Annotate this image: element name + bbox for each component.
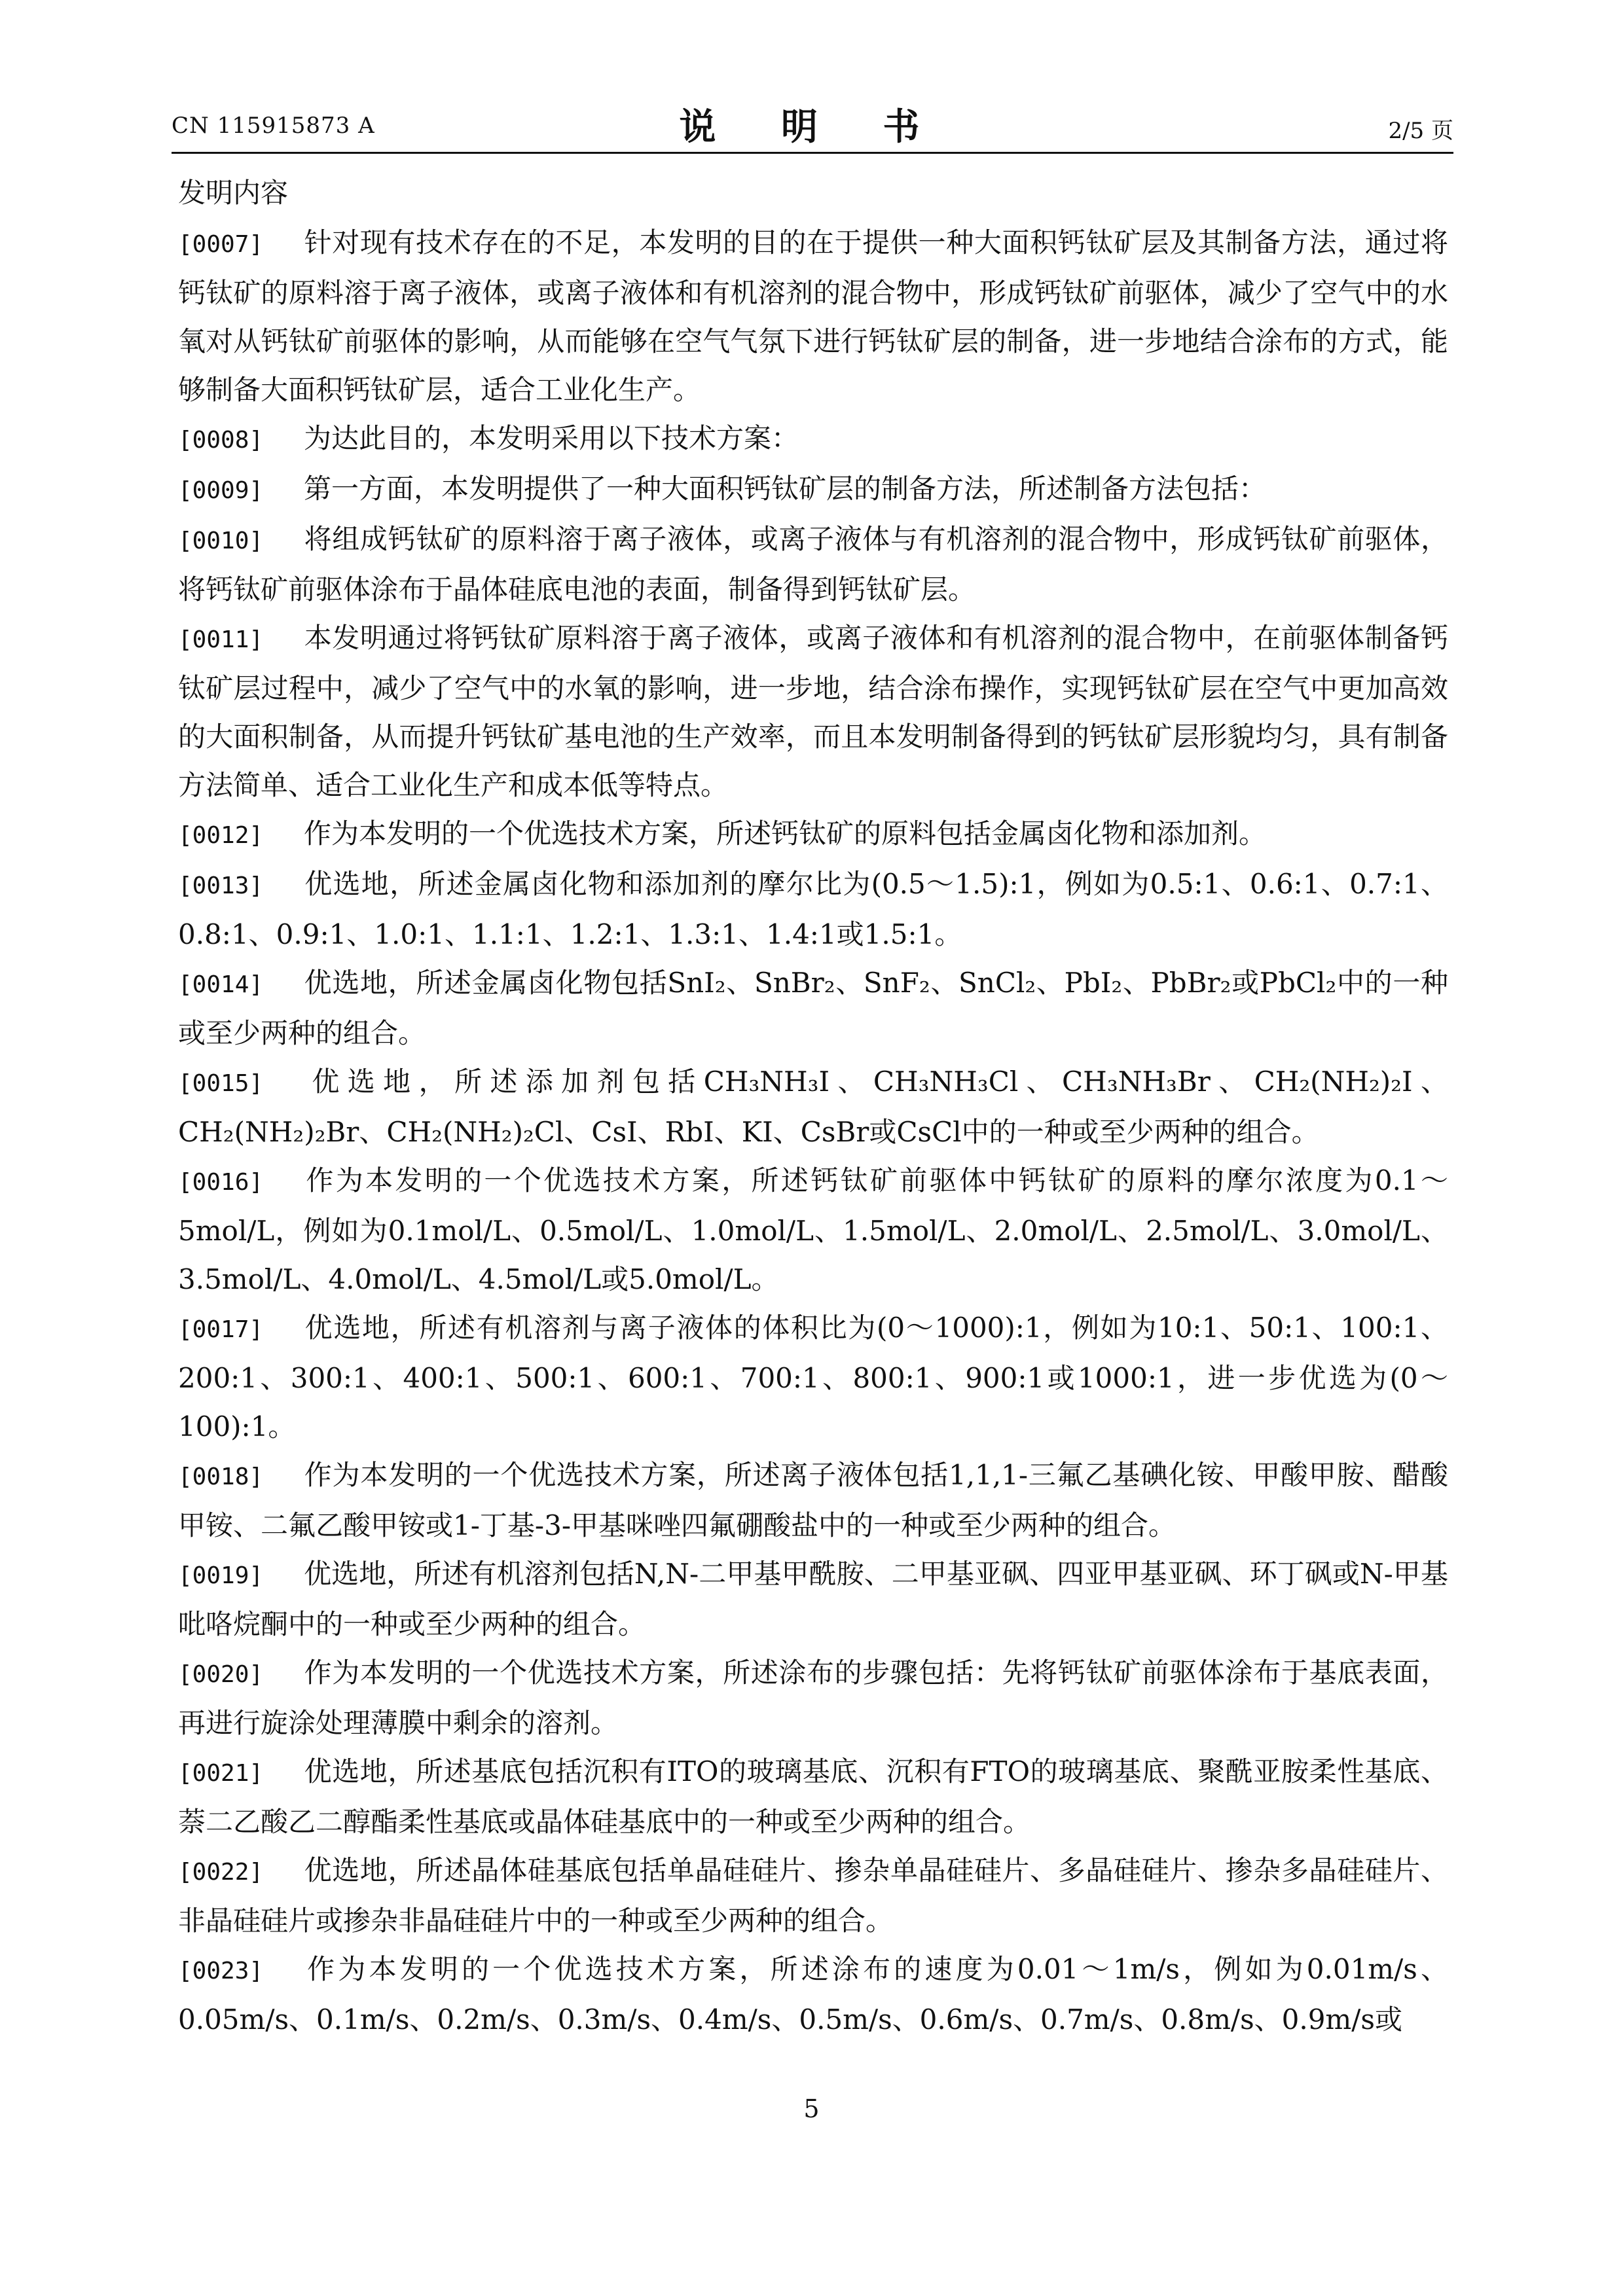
paragraph-number: [0013] <box>178 872 264 899</box>
paragraph-text: 优选地，所述有机溶剂与离子液体的体积比为(0～1000):1，例如为10:1、50:1、100:1、200:1、300:1、400:1、500:1、600:1、700:1、800:1、900:1或1000:1，进一步优选为(0～100):1。 <box>178 1312 1448 1443</box>
paragraph <box>178 614 1448 810</box>
paragraph-number: [0010] <box>178 528 264 554</box>
paragraph-text: 作为本发明的一个优选技术方案，所述钙钛矿的原料包括金属卤化物和添加剂。 <box>304 817 1267 850</box>
paragraph <box>178 1748 1448 1846</box>
paragraph-number: [0007] <box>178 231 264 258</box>
paragraph-number: [0020] <box>178 1661 264 1688</box>
paragraph-text: 优选地，所述基底包括沉积有ITO的玻璃基底、沉积有FTO的玻璃基底、聚酰亚胺柔性基底、萘二乙酸乙二醇酯柔性基底或晶体硅基底中的一种或至少两种的组合。 <box>178 1755 1448 1838</box>
paragraph-number: [0022] <box>178 1859 264 1886</box>
paragraph-number: [0015] <box>178 1070 264 1097</box>
paragraph-text: 本发明通过将钙钛矿原料溶于离子液体，或离子液体和有机溶剂的混合物中，在前驱体制备钙钛矿层过程中，减少了空气中的水氧的影响，进一步地，结合涂布操作，实现钙钛矿层在空气中更加高效的大面积制备，从而提升钙钛矿基电池的生产效率，而且本发明制备得到的钙钛矿层形貌均匀，具有制备方法简单、适合工业化生产和成本低等特点。 <box>178 622 1448 801</box>
paragraph-number: [0011] <box>178 626 264 653</box>
paragraph <box>178 1846 1448 1945</box>
paragraph-text: 优选地，所述添加剂包括CH₃NH₃I、CH₃NH₃Cl、CH₃NH₃Br、CH₂(NH₂)₂I、CH₂(NH₂)₂Br、CH₂(NH₂)₂Cl、CsI、RbI、KI、CsBr或CsCl中的一种或至少两种的组合。 <box>178 1066 1448 1148</box>
paragraph <box>178 1058 1448 1157</box>
page-header <box>172 98 1453 151</box>
paragraph <box>178 1945 1448 2044</box>
paragraph-number: [0016] <box>178 1169 264 1196</box>
paragraph <box>178 1304 1448 1451</box>
paragraph-text: 将组成钙钛矿的原料溶于离子液体，或离子液体与有机溶剂的混合物中，形成钙钛矿前驱体，将钙钛矿前驱体涂布于晶体硅底电池的表面，制备得到钙钛矿层。 <box>178 523 1448 605</box>
paragraph <box>178 1550 1448 1649</box>
paragraph <box>178 465 1448 515</box>
paragraph-list <box>178 219 1448 2044</box>
paragraph-text: 作为本发明的一个优选技术方案，所述钙钛矿前驱体中钙钛矿的原料的摩尔浓度为0.1～5mol/L，例如为0.1mol/L、0.5mol/L、1.0mol/L、1.5mol/L、2.0mol/L、2.5mol/L、3.0mol/L、3.5mol/L、4.0mol/L、4.5mol/L或5.0mol/L。 <box>178 1164 1448 1295</box>
paragraph <box>178 860 1448 959</box>
section-title: 发明内容 <box>178 177 289 209</box>
paragraph-number: [0018] <box>178 1463 264 1490</box>
paragraph-number: [0012] <box>178 822 264 849</box>
paragraph <box>178 1649 1448 1748</box>
paragraph <box>178 1157 1448 1304</box>
paragraph-text: 第一方面，本发明提供了一种大面积钙钛矿层的制备方法，所述制备方法包括： <box>304 473 1267 505</box>
paragraph-text: 为达此目的，本发明采用以下技术方案： <box>304 422 799 454</box>
paragraph-text: 作为本发明的一个优选技术方案，所述离子液体包括1,1,1-三氟乙基碘化铵、甲酸甲胺、醋酸甲铵、二氟乙酸甲铵或1-丁基-3-甲基咪唑四氟硼酸盐中的一种或至少两种的组合。 <box>178 1459 1448 1541</box>
paragraph-text: 作为本发明的一个优选技术方案，所述涂布的速度为0.01～1m/s，例如为0.01m/s、0.05m/s、0.1m/s、0.2m/s、0.3m/s、0.4m/s、0.5m/s、0.6m/s、0.7m/s、0.8m/s、0.9m/s或 <box>178 1953 1448 2036</box>
page-info: 2/5 页 <box>1388 118 1453 144</box>
paragraph <box>178 959 1448 1058</box>
paragraph-text: 优选地，所述有机溶剂包括N,N-二甲基甲酰胺、二甲基亚砜、四亚甲基亚砜、环丁砜或N-甲基吡咯烷酮中的一种或至少两种的组合。 <box>178 1558 1448 1640</box>
paragraph-number: [0019] <box>178 1562 264 1589</box>
paragraph-text: 优选地，所述金属卤化物和添加剂的摩尔比为(0.5～1.5):1，例如为0.5:1、0.6:1、0.7:1、0.8:1、0.9:1、1.0:1、1.1:1、1.2:1、1.3:1、1.4:1或1.5:1。 <box>178 868 1448 950</box>
paragraph <box>178 515 1448 614</box>
paragraph-text: 针对现有技术存在的不足，本发明的目的在于提供一种大面积钙钛矿层及其制备方法，通过将钙钛矿的原料溶于离子液体，或离子液体和有机溶剂的混合物中，形成钙钛矿前驱体，减少了空气中的水氧对从钙钛矿前驱体的影响，从而能够在空气气氛下进行钙钛矿层的制备，进一步地结合涂布的方式，能够制备大面积钙钛矿层，适合工业化生产。 <box>178 226 1448 406</box>
paragraph-text: 优选地，所述晶体硅基底包括单晶硅硅片、掺杂单晶硅硅片、多晶硅硅片、掺杂多晶硅硅片、非晶硅硅片或掺杂非晶硅硅片中的一种或至少两种的组合。 <box>178 1854 1448 1937</box>
document-title: 说 明 书 <box>679 105 946 149</box>
paragraph-number: [0023] <box>178 1958 264 1984</box>
page-number: 5 <box>803 2094 820 2123</box>
paragraph-number: [0009] <box>178 477 264 504</box>
paragraph <box>178 219 1448 414</box>
paragraph-number: [0014] <box>178 971 264 998</box>
paragraph <box>178 414 1448 465</box>
paragraph-text: 优选地，所述金属卤化物包括SnI₂、SnBr₂、SnF₂、SnCl₂、PbI₂、PbBr₂或PbCl₂中的一种或至少两种的组合。 <box>178 967 1448 1049</box>
paragraph-number: [0017] <box>178 1316 264 1343</box>
header-rule <box>172 152 1453 154</box>
paragraph <box>178 1451 1448 1550</box>
publication-number: CN 115915873 A <box>172 113 375 139</box>
paragraph <box>178 810 1448 860</box>
paragraph-number: [0021] <box>178 1760 264 1787</box>
paragraph-text: 作为本发明的一个优选技术方案，所述涂布的步骤包括：先将钙钛矿前驱体涂布于基底表面，再进行旋涂处理薄膜中剩余的溶剂。 <box>178 1657 1448 1739</box>
paragraph-number: [0008] <box>178 427 264 454</box>
